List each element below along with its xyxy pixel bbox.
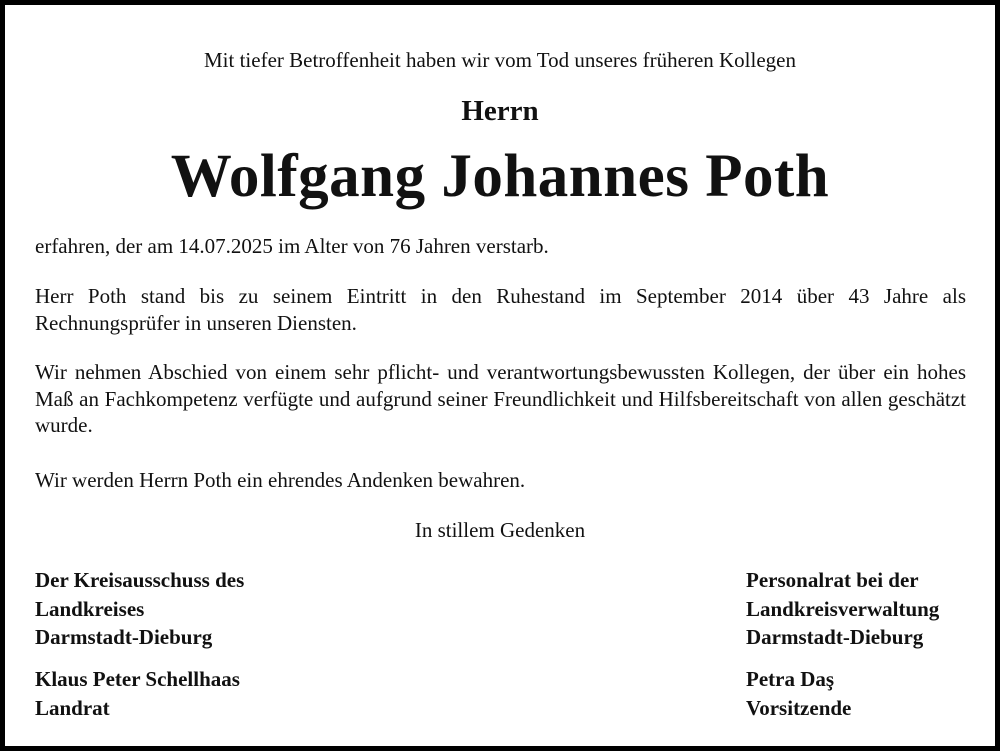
paragraph-tribute: Wir nehmen Abschied von einem sehr pflicht- und verantwortungsbewussten Kollegen, der über ein hohes Maß an Fachkompetenz verfügte und aufgrund seiner Freundlichkeit und Hilfsbereitschaft von allen geschätzt wurde. — [35, 360, 966, 437]
signature-right-org-line-2: Landkreisverwaltung — [746, 596, 940, 621]
paragraph-career: Herr Poth stand bis zu seinem Eintritt in den Ruhestand im September 2014 über 43 Jahre als Rechnungsprüfer in unseren Diensten. — [35, 284, 966, 335]
signature-left-organization — [35, 566, 244, 652]
signature-right-person-name: Petra Daş — [746, 667, 835, 691]
signature-left-org-line-1: Der Kreisausschuss des — [35, 568, 245, 592]
signature-left-person-name: Klaus Peter Schellhaas — [35, 667, 240, 691]
paragraph-remembrance: Wir werden Herrn Poth ein ehrendes Andenken bewahren. — [35, 468, 526, 492]
closing-text: In stillem Gedenken — [414, 518, 586, 542]
paragraph-death-info: erfahren, der am 14.07.2025 im Alter von 76 Jahren verstarb. — [35, 234, 549, 258]
signature-right-person — [746, 665, 851, 722]
signature-left-org-line-2: Landkreises — [35, 596, 145, 621]
signature-left-org-line-3: Darmstadt-Dieburg — [35, 625, 213, 649]
signature-right-org-line-3: Darmstadt-Dieburg — [746, 625, 924, 649]
signature-left-person — [35, 665, 240, 722]
signature-right-org-line-1: Personalrat bei der — [746, 568, 919, 592]
intro-text: Mit tiefer Betroffenheit haben wir vom Tod unseres früheren Kollegen — [204, 48, 796, 72]
signature-right-person-title: Vorsitzende — [746, 695, 852, 720]
signature-right-organization — [746, 566, 939, 652]
signature-left-person-title: Landrat — [35, 695, 110, 720]
salutation: Herrn — [461, 95, 539, 127]
deceased-name: Wolfgang Johannes Poth — [170, 143, 830, 210]
